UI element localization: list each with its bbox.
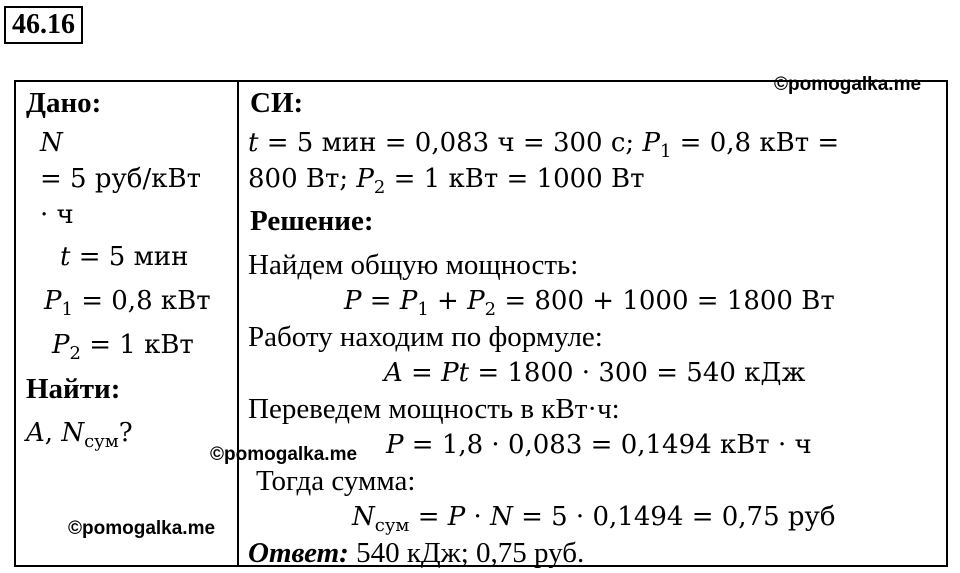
find-heading: Найти: — [26, 373, 121, 405]
step-2-formula: A = Pt = 1800 · 300 = 540 кДж — [384, 358, 806, 388]
given-n-symbol: N — [40, 128, 63, 158]
si-heading: СИ: — [250, 87, 304, 119]
step-4-text: Тогда сумма: — [256, 465, 416, 497]
step-3-text: Переведем мощность в кВт·ч: — [248, 393, 620, 425]
step-3-formula: P = 1,8 · 0,083 = 0,1494 кВт · ч — [386, 430, 812, 460]
watermark-middle: ©pomogalka.me — [210, 444, 358, 465]
si-line-2: 800 Вт; $P_2 = 1$ кВт = 1000 Вт — [248, 164, 645, 198]
find-items: A, $N_{сум}$? — [26, 418, 133, 452]
given-n-value: = 5 руб/кВт — [40, 164, 201, 194]
given-heading: Дано: — [26, 87, 102, 119]
step-2-text: Работу находим по формуле: — [248, 321, 603, 353]
given-t: t = 5 мин — [60, 242, 189, 272]
column-divider — [237, 82, 239, 565]
step-1-text: Найдем общую мощность: — [248, 249, 579, 281]
watermark-top: ©pomogalka.me — [774, 74, 922, 95]
step-4-formula: $N_{сум} = P \cdot N = 5 \cdot 0,1494 = 0,75$ руб — [352, 502, 836, 536]
given-p2: $P_2 = 1$ кВт — [52, 330, 194, 364]
step-1-formula: $P = P_1 + P_2 = 800 + 1000 = 1800$ Вт — [344, 286, 835, 320]
watermark-bottom: ©pomogalka.me — [68, 518, 216, 539]
given-p1: $P_1 = 0,8$ кВт — [44, 286, 211, 320]
solution-table — [14, 74, 948, 569]
problem-number: 46.16 — [4, 6, 83, 44]
answer-line: Ответ: 540 кДж; 0,75 руб. — [248, 537, 585, 569]
given-n-unit-tail: · ч — [40, 200, 74, 230]
solution-heading: Решение: — [250, 205, 374, 237]
si-line-1: t = 5 мин = 0,083 ч = 300 с; $P_1 = 0,8$ кВт = — [248, 128, 840, 162]
